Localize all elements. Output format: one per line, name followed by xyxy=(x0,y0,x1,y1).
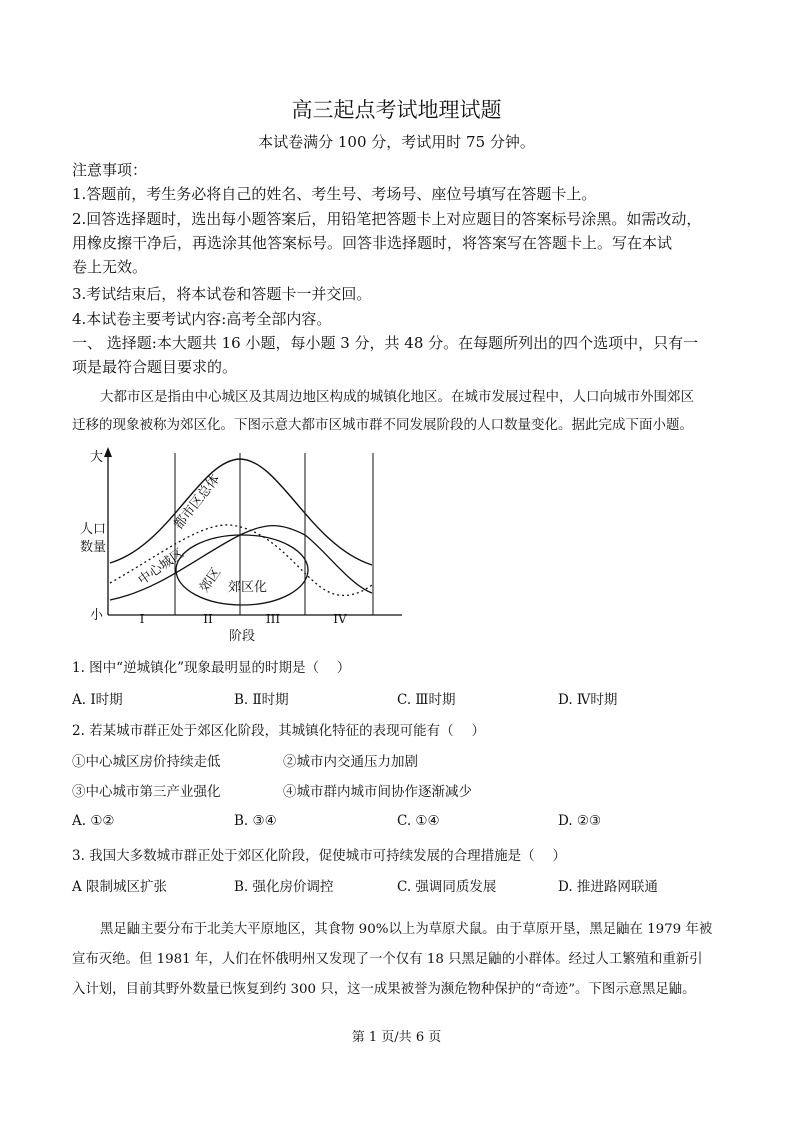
question-stem: 1. 图中“逆城镇化”现象最明显的时期是（ ） xyxy=(72,660,351,676)
option: D. 推进路网联通 xyxy=(558,879,658,895)
stage-label: IV xyxy=(333,612,347,626)
question-stem: 3. 我国大多数城市群正处于郊区化阶段，促使城市可持续发展的合理措施是（ ） xyxy=(72,848,566,864)
notice-line: 4.本试卷主要考试内容:高考全部内容。 xyxy=(72,310,332,328)
passage-line: 宣布灭绝。但 1981 年，人们在怀俄明州又发现了一个仅有 18 只黑足鼬的小群体。经过人工繁殖和重新引 xyxy=(72,952,703,967)
stage-label: II xyxy=(203,612,213,626)
suburbanization-label: 郊区化 xyxy=(228,580,268,595)
option: A. ①② xyxy=(72,813,115,829)
option: B. Ⅱ时期 xyxy=(234,692,289,708)
stage-label: III xyxy=(265,612,281,626)
notice-line: 3.考试结束后，将本试卷和答题卡一并交回。 xyxy=(72,285,372,303)
notice-line: 卷上无效。 xyxy=(72,258,148,276)
passage-line: 大都市区是指由中心城区及其周边地区构成的城镇化地区。在城市发展过程中，人口向城市外围郊区 xyxy=(100,389,694,405)
statement-item: ①中心城区房价持续走低 xyxy=(72,754,221,770)
option: C. ①④ xyxy=(397,813,440,829)
curve-label-suburb: 郊区 xyxy=(196,565,225,596)
option: D. ②③ xyxy=(558,813,602,829)
option: B. ③④ xyxy=(234,813,277,829)
statement-item: ④城市群内城市间协作逐渐减少 xyxy=(283,784,472,800)
y-axis-label: 数量 xyxy=(80,540,107,555)
statement-item: ③中心城市第三产业强化 xyxy=(72,784,221,800)
option: C. 强调同质发展 xyxy=(397,879,497,895)
statement-item: ②城市内交通压力加剧 xyxy=(283,754,418,770)
option: C. Ⅲ时期 xyxy=(397,692,456,708)
question-stem: 2. 若某城市群正处于郊区化阶段，其城镇化特征的表现可能有（ ） xyxy=(72,723,485,739)
x-axis-label: 阶段 xyxy=(228,629,256,644)
metro-total-curve xyxy=(110,459,372,565)
exam-info: 本试卷满分 100 分，考试用时 75 分钟。 xyxy=(258,133,535,151)
option: B. 强化房价调控 xyxy=(234,879,334,895)
curve-label-center: 中心城区 xyxy=(135,546,187,589)
population-stage-diagram xyxy=(80,445,420,645)
notice-line: 2.回答选择题时，选出每小题答案后，用铅笔把答题卡上对应题目的答案标号涂黑。如需改动， xyxy=(72,210,702,228)
option: D. Ⅳ时期 xyxy=(558,692,618,708)
notice-line: 用橡皮擦干净后，再选涂其他答案标号。回答非选择题时，将答案写在答题卡上。写在本试 xyxy=(72,234,673,252)
notice-line: 1.答题前，考生务必将自己的姓名、考生号、考场号、座位号填写在答题卡上。 xyxy=(72,185,597,203)
option: A 限制城区扩张 xyxy=(72,879,168,895)
passage-line: 黑足鼬主要分布于北美大平原地区，其食物 90%以上为草原犬鼠。由于草原开垦，黑足鼬在 1979 年被 xyxy=(100,922,713,937)
y-axis-arrow xyxy=(104,447,112,457)
section-heading: 一、 选择题:本大题共 16 小题，每小题 3 分，共 48 分。在每题所列出的四个选项中，只有一 xyxy=(72,334,699,352)
passage-line: 入计划，目前其野外数量已恢复到约 300 只，这一成果被誉为濒危物种保护的“奇迹”。下图示意黑足鼬。 xyxy=(72,982,696,997)
page-footer: 第 1 页/共 6 页 xyxy=(351,1030,442,1045)
section-heading: 项是最符合题目要求的。 xyxy=(72,358,238,376)
notice-heading: 注意事项： xyxy=(72,161,148,179)
y-top-label: 大 xyxy=(90,450,104,465)
page-title: 高三起点考试地理试题 xyxy=(291,98,502,122)
passage-line: 迁移的现象被称为郊区化。下图示意大都市区城市群不同发展阶段的人口数量变化。据此完成下面小题。 xyxy=(72,417,693,433)
curve-label-total: 都市区总体 xyxy=(171,471,224,533)
option: A. Ⅰ时期 xyxy=(72,692,123,708)
y-bottom-label: 小 xyxy=(90,608,104,623)
stage-label: I xyxy=(139,612,145,626)
y-axis-label: 人口 xyxy=(80,522,107,537)
